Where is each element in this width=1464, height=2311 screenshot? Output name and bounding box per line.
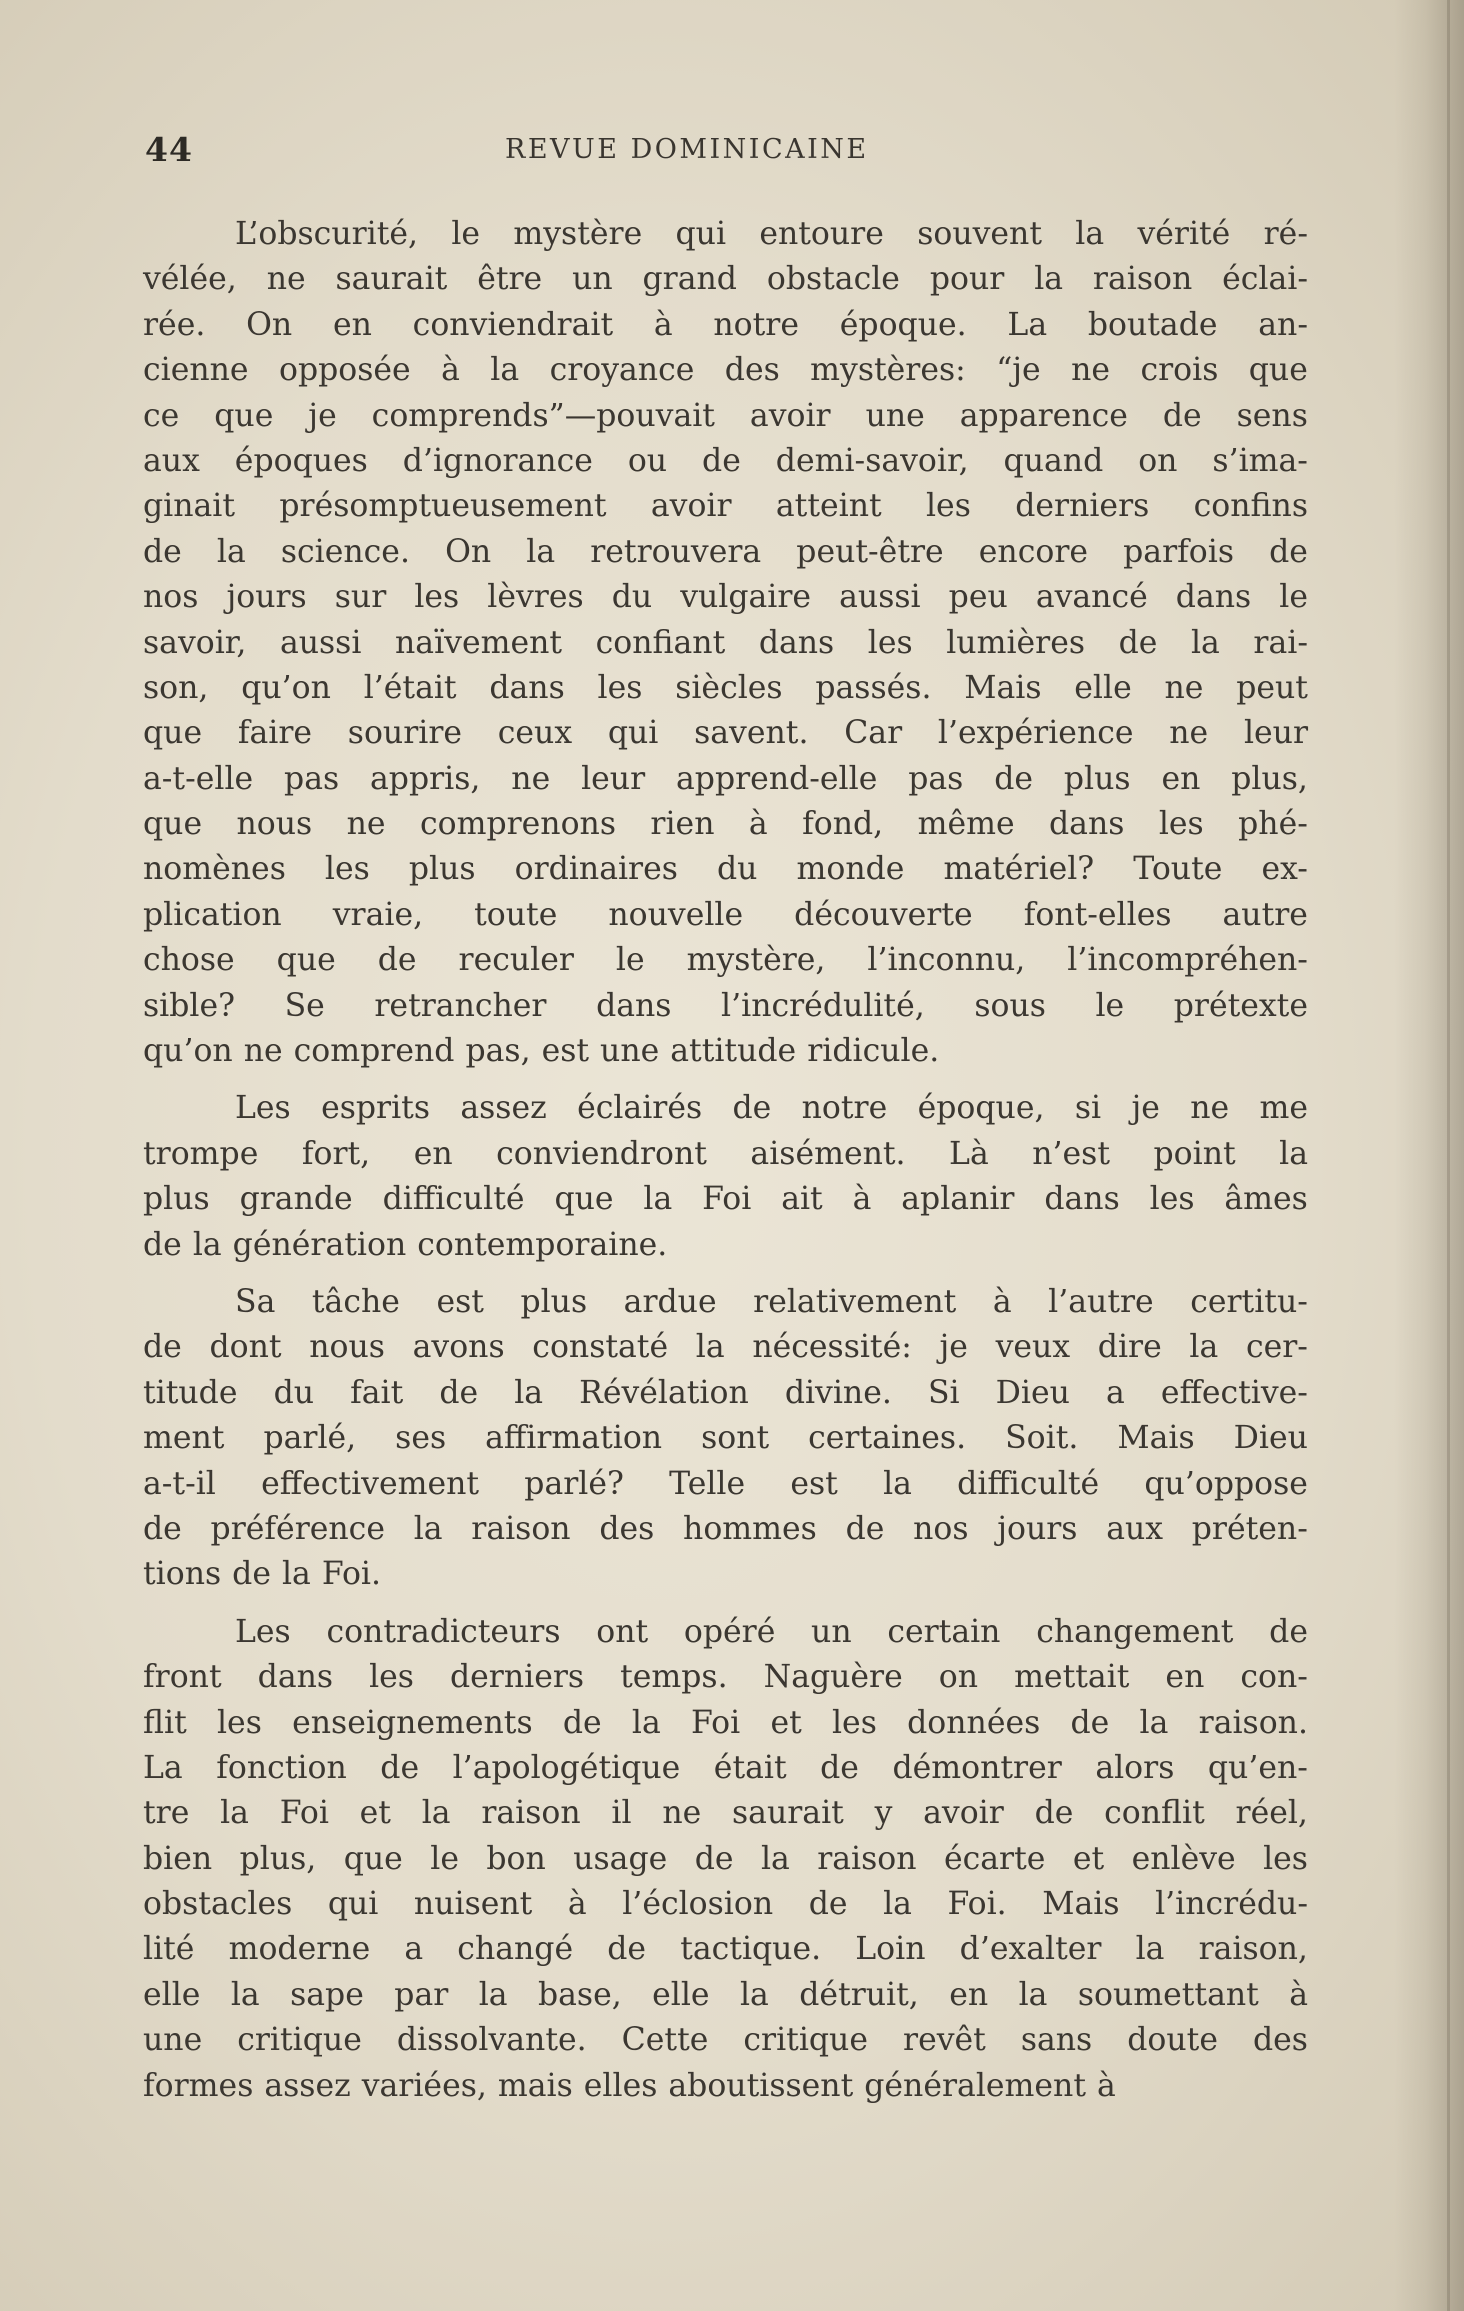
text-line: sible? Se retrancher dans l’incrédulité, sous le prétexte [143,987,1308,1024]
text-line: de la science. On la retrouvera peut-être encore parfois de [143,533,1308,570]
text-line: tions de la Foi. [143,1556,382,1593]
text-line: formes assez variées, mais elles aboutissent généralement à [143,2067,1116,2104]
text-line: son, qu’on l’était dans les siècles passés. Mais elle ne peut [143,669,1308,706]
text-line: front dans les derniers temps. Naguère on mettait en con- [143,1659,1308,1696]
text-line: chose que de reculer le mystère, l’inconnu, l’incompréhen- [143,942,1308,979]
text-line: nomènes les plus ordinaires du monde matériel? Toute ex- [143,851,1308,888]
text-line: vélée, ne saurait être un grand obstacle pour la raison éclai- [143,261,1308,298]
text-line: Les esprits assez éclairés de notre époque, si je ne me [235,1090,1308,1127]
text-line: savoir, aussi naïvement confiant dans les lumières de la rai- [143,624,1308,661]
text-line: ce que je comprends”—pouvait avoir une apparence de sens [143,397,1308,434]
text-line: lité moderne a changé de tactique. Loin d’exalter la raison, [143,1931,1308,1968]
text-line: rée. On en conviendrait à notre époque. La boutade an- [143,306,1308,343]
text-line: a-t-elle pas appris, ne leur apprend-elle pas de plus en plus, [143,760,1308,797]
running-head: REVUE DOMINICAINE [505,134,869,165]
paragraph [143,212,1308,1074]
text-line: plication vraie, toute nouvelle découverte font-elles autre [143,896,1308,933]
text-line: Sa tâche est plus ardue relativement à l’autre certitu- [235,1283,1308,1320]
text-line: Les contradicteurs ont opéré un certain changement de [235,1613,1308,1650]
page-header [145,130,1305,180]
text-line: une critique dissolvante. Cette critique revêt sans doute des [143,2022,1308,2059]
body-text [143,212,1308,2121]
text-line: obstacles qui nuisent à l’éclosion de la Foi. Mais l’incrédu- [143,1886,1308,1923]
text-line: elle la sape par la base, elle la détruit, en la soumettant à [143,1976,1308,2013]
text-line: nos jours sur les lèvres du vulgaire aussi peu avancé dans le [143,579,1308,616]
text-line: titude du fait de la Révélation divine. Si Dieu a effective- [143,1374,1308,1411]
text-line: aux époques d’ignorance ou de demi-savoir, quand on s’ima- [143,442,1308,479]
page-number: 44 [145,130,193,169]
text-line: L’obscurité, le mystère qui entoure souvent la vérité ré- [235,216,1308,252]
text-line: qu’on ne comprend pas, est une attitude ridicule. [143,1033,940,1070]
text-line: a-t-il effectivement parlé? Telle est la difficulté qu’oppose [143,1465,1308,1502]
text-line: de la génération contemporaine. [143,1226,668,1263]
binding-shadow [1394,0,1464,2311]
text-line: trompe fort, en conviendront aisément. Là n’est point la [143,1135,1308,1172]
page-edge [1447,0,1450,2311]
text-line: ment parlé, ses affirmation sont certaines. Soit. Mais Dieu [143,1420,1308,1457]
text-line: bien plus, que le bon usage de la raison écarte et enlève les [143,1840,1308,1877]
paragraph [143,1086,1308,1268]
paragraph [143,1280,1308,1598]
text-line: plus grande difficulté que la Foi ait à aplanir dans les âmes [143,1181,1308,1218]
text-line: que nous ne comprenons rien à fond, même dans les phé- [143,806,1308,843]
text-line: cienne opposée à la croyance des mystères: “je ne crois que [143,352,1308,389]
text-line: que faire sourire ceux qui savent. Car l’expérience ne leur [143,715,1308,752]
text-line: tre la Foi et la raison il ne saurait y avoir de conflit réel, [143,1795,1308,1832]
text-line: La fonction de l’apologétique était de démontrer alors qu’en- [143,1749,1308,1786]
paragraph [143,1610,1308,2109]
text-line: de préférence la raison des hommes de nos jours aux préten- [143,1510,1308,1547]
text-line: flit les enseignements de la Foi et les données de la raison. [143,1704,1308,1741]
text-line: ginait présomptueusement avoir atteint les derniers confins [143,488,1308,525]
text-line: de dont nous avons constaté la nécessité: je veux dire la cer- [143,1329,1308,1366]
